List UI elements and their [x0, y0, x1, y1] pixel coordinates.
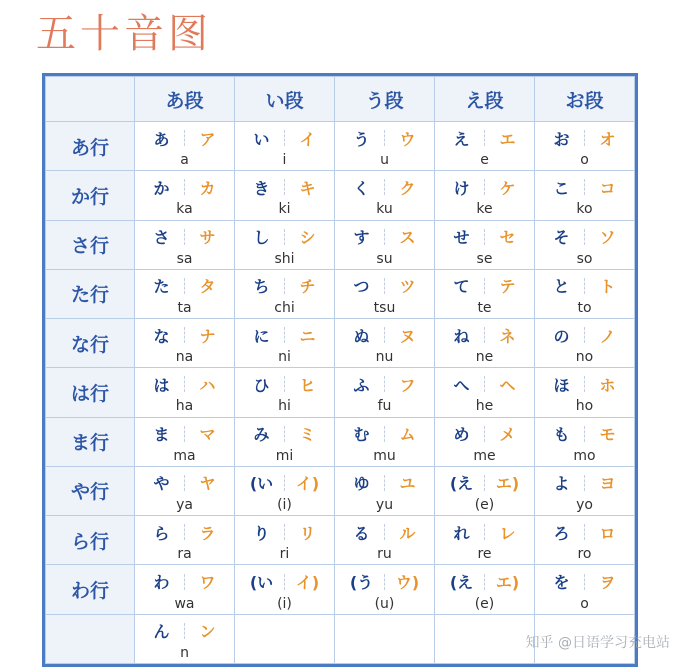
- kana-cell: [435, 466, 535, 515]
- kana-cell: [435, 319, 535, 368]
- row-header: さ行: [46, 220, 135, 269]
- katakana: ノ: [599, 326, 616, 346]
- hiragana: ち: [253, 277, 270, 297]
- romaji: o: [580, 595, 589, 612]
- katakana: セ: [499, 228, 516, 248]
- katakana: ニ: [299, 326, 316, 346]
- katakana: シ: [299, 228, 316, 248]
- kana-pair: [435, 569, 534, 595]
- kana-cell: [335, 122, 435, 171]
- katakana: ケ: [499, 178, 516, 198]
- katakana: キ: [299, 178, 316, 198]
- hiragana: あ: [153, 129, 170, 149]
- katakana: ハ: [199, 375, 216, 395]
- katakana: ア: [199, 129, 216, 149]
- hiragana: (い: [249, 474, 274, 494]
- kana-cell: [335, 565, 435, 614]
- kana-pair: [135, 569, 234, 595]
- row-header: や行: [46, 466, 135, 515]
- katakana: ラ: [199, 523, 216, 543]
- kana-pair: [435, 125, 534, 151]
- katakana: ミ: [299, 425, 316, 445]
- katakana: オ: [599, 129, 616, 149]
- kana-pair: [435, 174, 534, 200]
- kana-cell: [335, 171, 435, 220]
- katakana: ウ: [399, 129, 416, 149]
- katakana: エ: [499, 129, 516, 149]
- romaji: (i): [277, 595, 292, 612]
- romaji: no: [575, 349, 594, 366]
- kana-pair: [335, 224, 434, 250]
- kana-pair: [535, 569, 634, 595]
- row-header: ま行: [46, 417, 135, 466]
- hiragana: つ: [353, 277, 370, 297]
- hiragana: す: [353, 228, 370, 248]
- romaji: ki: [278, 201, 291, 218]
- hiragana: り: [253, 523, 270, 543]
- romaji: mi: [275, 447, 294, 464]
- hiragana: る: [353, 523, 370, 543]
- katakana: カ: [199, 178, 216, 198]
- kana-pair: [435, 421, 534, 447]
- table-row: [46, 565, 635, 614]
- kana-pair: [135, 322, 234, 348]
- katakana: メ: [499, 425, 516, 445]
- kana-cell: [535, 319, 635, 368]
- kana-cell: [235, 368, 335, 417]
- kana-cell: [335, 516, 435, 565]
- romaji: ya: [176, 496, 193, 513]
- kana-pair: [135, 125, 234, 151]
- kana-pair: [235, 224, 334, 250]
- hiragana: と: [553, 277, 570, 297]
- table-row: [46, 417, 635, 466]
- hiragana: (い: [249, 573, 274, 593]
- kana-cell: [535, 122, 635, 171]
- kana-cell: [435, 171, 535, 220]
- kana-pair: [335, 519, 434, 545]
- hiragana: か: [153, 178, 170, 198]
- row-header: か行: [46, 171, 135, 220]
- hiragana: に: [253, 326, 270, 346]
- kana-cell: [235, 516, 335, 565]
- katakana: ホ: [599, 375, 616, 395]
- hiragana: け: [453, 178, 470, 198]
- kana-pair: [235, 371, 334, 397]
- katakana: タ: [199, 277, 216, 297]
- hiragana: へ: [453, 375, 470, 395]
- hiragana: ひ: [253, 375, 270, 395]
- column-header: え段: [435, 77, 535, 122]
- katakana: ウ): [395, 573, 420, 593]
- table-row: [46, 368, 635, 417]
- katakana: ツ: [399, 277, 416, 297]
- katakana: マ: [199, 425, 216, 445]
- hiragana: し: [253, 228, 270, 248]
- kana-cell: [335, 269, 435, 318]
- kana-pair: [235, 322, 334, 348]
- kana-pair: [335, 371, 434, 397]
- kana-cell: [135, 220, 235, 269]
- katakana: ヲ: [599, 573, 616, 593]
- kana-cell: [335, 319, 435, 368]
- kana-pair: [435, 273, 534, 299]
- kana-cell: [235, 319, 335, 368]
- katakana: イ: [299, 129, 316, 149]
- table-row: [46, 516, 635, 565]
- kana-pair: [335, 125, 434, 151]
- katakana: ン: [199, 622, 216, 642]
- table-row: [46, 171, 635, 220]
- romaji: nu: [375, 349, 394, 366]
- kana-cell: [135, 368, 235, 417]
- kana-pair: [235, 273, 334, 299]
- kana-cell: [435, 565, 535, 614]
- kana-pair: [135, 618, 234, 644]
- katakana: ト: [599, 277, 616, 297]
- corner-cell: [46, 77, 135, 122]
- romaji: ka: [176, 201, 193, 218]
- kana-pair: [435, 470, 534, 496]
- kana-cell: [135, 171, 235, 220]
- kana-pair: [535, 273, 634, 299]
- katakana: ク: [399, 178, 416, 198]
- row-header: [46, 614, 135, 663]
- kana-cell: [535, 269, 635, 318]
- romaji: tsu: [373, 299, 396, 316]
- kana-pair: [235, 125, 334, 151]
- hiragana: い: [253, 129, 270, 149]
- hiragana: (え: [449, 474, 474, 494]
- katakana: ム: [399, 425, 416, 445]
- row-header: な行: [46, 319, 135, 368]
- kana-cell: [435, 368, 535, 417]
- row-header: は行: [46, 368, 135, 417]
- kana-pair: [535, 224, 634, 250]
- hiragana: き: [253, 178, 270, 198]
- romaji: ko: [576, 201, 593, 218]
- kana-pair: [535, 174, 634, 200]
- kana-pair: [135, 470, 234, 496]
- katakana: レ: [499, 523, 516, 543]
- romaji: (u): [374, 595, 395, 612]
- romaji: mu: [373, 447, 396, 464]
- kana-cell: [135, 319, 235, 368]
- katakana: ソ: [599, 228, 616, 248]
- hiragana: や: [153, 474, 170, 494]
- kana-cell: [535, 417, 635, 466]
- katakana: ナ: [199, 326, 216, 346]
- hiragana: く: [353, 178, 370, 198]
- kana-pair: [235, 569, 334, 595]
- romaji: he: [475, 398, 494, 415]
- kana-cell: [435, 122, 535, 171]
- kana-pair: [435, 322, 534, 348]
- table-row: [46, 466, 635, 515]
- romaji: ro: [577, 546, 592, 563]
- kana-pair: [535, 421, 634, 447]
- kana-pair: [535, 371, 634, 397]
- hiragana: (え: [449, 573, 474, 593]
- kana-pair: [535, 470, 634, 496]
- kana-pair: [135, 371, 234, 397]
- romaji: ke: [476, 201, 493, 218]
- kana-cell: [335, 368, 435, 417]
- row-header: た行: [46, 269, 135, 318]
- romaji: su: [376, 250, 393, 267]
- kana-cell: [535, 466, 635, 515]
- katakana: ヨ: [599, 474, 616, 494]
- romaji: a: [180, 152, 189, 169]
- romaji: ri: [279, 546, 290, 563]
- kana-cell: [135, 516, 235, 565]
- romaji: fu: [377, 398, 392, 415]
- kana-pair: [535, 519, 634, 545]
- romaji: mo: [573, 447, 596, 464]
- romaji: yu: [375, 496, 394, 513]
- hiragana: う: [353, 129, 370, 149]
- romaji: u: [380, 152, 389, 169]
- hiragana: さ: [153, 228, 170, 248]
- romaji: ni: [278, 349, 291, 366]
- kana-cell: [235, 122, 335, 171]
- row-header: わ行: [46, 565, 135, 614]
- hiragana: (う: [349, 573, 374, 593]
- romaji: re: [477, 546, 492, 563]
- katakana: リ: [299, 523, 316, 543]
- hiragana: ろ: [553, 523, 570, 543]
- hiragana: は: [153, 375, 170, 395]
- romaji: se: [476, 250, 493, 267]
- kana-pair: [435, 519, 534, 545]
- hiragana: ま: [153, 425, 170, 445]
- kana-pair: [535, 322, 634, 348]
- romaji: te: [477, 299, 492, 316]
- kana-pair: [235, 421, 334, 447]
- kana-cell: [335, 220, 435, 269]
- hiragana: の: [553, 326, 570, 346]
- row-header: ら行: [46, 516, 135, 565]
- kana-cell: [235, 269, 335, 318]
- kana-cell: [235, 171, 335, 220]
- katakana: テ: [499, 277, 516, 297]
- kana-pair: [235, 470, 334, 496]
- katakana: ヌ: [399, 326, 416, 346]
- kana-pair: [435, 371, 534, 397]
- kana-cell: [535, 368, 635, 417]
- kana-pair: [435, 224, 534, 250]
- gojuon-table: [45, 76, 635, 664]
- hiragana: せ: [453, 228, 470, 248]
- romaji: ra: [177, 546, 192, 563]
- gojuon-table-frame: [42, 73, 638, 667]
- romaji: (i): [277, 496, 292, 513]
- hiragana: ね: [453, 326, 470, 346]
- romaji: (e): [474, 595, 495, 612]
- katakana: エ): [495, 573, 520, 593]
- katakana: ヘ: [499, 375, 516, 395]
- kana-cell: [235, 417, 335, 466]
- kana-pair: [135, 519, 234, 545]
- romaji: ku: [376, 201, 393, 218]
- hiragana: て: [453, 277, 470, 297]
- hiragana: み: [253, 425, 270, 445]
- kana-pair: [335, 273, 434, 299]
- column-header: う段: [335, 77, 435, 122]
- table-row: [46, 220, 635, 269]
- hiragana: ら: [153, 523, 170, 543]
- row-header: あ行: [46, 122, 135, 171]
- romaji: to: [577, 299, 592, 316]
- kana-pair: [235, 174, 334, 200]
- kana-cell: [535, 565, 635, 614]
- table-row: [46, 122, 635, 171]
- column-header: あ段: [135, 77, 235, 122]
- romaji: ta: [177, 299, 192, 316]
- kana-cell: [435, 220, 535, 269]
- hiragana: こ: [553, 178, 570, 198]
- kana-pair: [135, 224, 234, 250]
- kana-cell: [435, 516, 535, 565]
- table-row: [46, 269, 635, 318]
- column-header: お段: [535, 77, 635, 122]
- katakana: ネ: [499, 326, 516, 346]
- hiragana: な: [153, 326, 170, 346]
- romaji: ho: [575, 398, 594, 415]
- kana-cell: [535, 220, 635, 269]
- hiragana: ん: [153, 622, 170, 642]
- kana-pair: [335, 421, 434, 447]
- kana-cell: [535, 516, 635, 565]
- kana-cell: [135, 614, 235, 663]
- kana-pair: [135, 174, 234, 200]
- kana-pair: [135, 273, 234, 299]
- kana-cell: [135, 466, 235, 515]
- katakana: エ): [495, 474, 520, 494]
- hiragana: ふ: [353, 375, 370, 395]
- romaji: shi: [274, 250, 295, 267]
- kana-cell: [535, 171, 635, 220]
- romaji: hi: [278, 398, 291, 415]
- empty-cell: [435, 614, 535, 663]
- romaji: ne: [475, 349, 494, 366]
- hiragana: え: [453, 129, 470, 149]
- kana-cell: [135, 417, 235, 466]
- kana-pair: [335, 569, 434, 595]
- page-title: 五十音图: [36, 11, 212, 57]
- katakana: ワ: [199, 573, 216, 593]
- romaji: ma: [173, 447, 196, 464]
- katakana: イ): [295, 573, 320, 593]
- katakana: モ: [599, 425, 616, 445]
- katakana: ロ: [599, 523, 616, 543]
- romaji: yo: [576, 496, 593, 513]
- katakana: ス: [399, 228, 416, 248]
- kana-cell: [135, 269, 235, 318]
- katakana: イ): [295, 474, 320, 494]
- romaji: o: [580, 152, 589, 169]
- romaji: chi: [274, 299, 295, 316]
- kana-cell: [235, 220, 335, 269]
- hiragana: れ: [453, 523, 470, 543]
- hiragana: ゆ: [353, 474, 370, 494]
- hiragana: よ: [553, 474, 570, 494]
- katakana: フ: [399, 375, 416, 395]
- romaji: na: [175, 349, 194, 366]
- hiragana: め: [453, 425, 470, 445]
- hiragana: も: [553, 425, 570, 445]
- kana-cell: [335, 466, 435, 515]
- romaji: ha: [175, 398, 194, 415]
- romaji: sa: [176, 250, 193, 267]
- romaji: (e): [474, 496, 495, 513]
- kana-pair: [335, 470, 434, 496]
- katakana: ヒ: [299, 375, 316, 395]
- kana-cell: [135, 122, 235, 171]
- kana-pair: [335, 174, 434, 200]
- watermark: 知乎 @日语学习充电站: [525, 635, 670, 651]
- empty-cell: [235, 614, 335, 663]
- kana-pair: [135, 421, 234, 447]
- kana-cell: [335, 417, 435, 466]
- hiragana: た: [153, 277, 170, 297]
- kana-cell: [135, 565, 235, 614]
- romaji: n: [180, 644, 189, 661]
- katakana: サ: [199, 228, 216, 248]
- table-row: [46, 319, 635, 368]
- romaji: e: [480, 152, 489, 169]
- kana-cell: [435, 269, 535, 318]
- column-header-row: [46, 77, 635, 122]
- kana-pair: [335, 322, 434, 348]
- katakana: コ: [599, 178, 616, 198]
- katakana: ル: [399, 523, 416, 543]
- kana-pair: [535, 125, 634, 151]
- hiragana: を: [553, 573, 570, 593]
- hiragana: む: [353, 425, 370, 445]
- romaji: ru: [377, 546, 392, 563]
- hiragana: そ: [553, 228, 570, 248]
- empty-cell: [335, 614, 435, 663]
- kana-pair: [235, 519, 334, 545]
- katakana: チ: [299, 277, 316, 297]
- kana-cell: [235, 565, 335, 614]
- romaji: i: [282, 152, 287, 169]
- hiragana: ほ: [553, 375, 570, 395]
- kana-cell: [235, 466, 335, 515]
- katakana: ヤ: [199, 474, 216, 494]
- romaji: wa: [174, 595, 195, 612]
- katakana: ユ: [399, 474, 416, 494]
- romaji: me: [473, 447, 496, 464]
- kana-cell: [435, 417, 535, 466]
- romaji: so: [576, 250, 593, 267]
- hiragana: お: [553, 129, 570, 149]
- hiragana: ぬ: [353, 326, 370, 346]
- hiragana: わ: [153, 573, 170, 593]
- column-header: い段: [235, 77, 335, 122]
